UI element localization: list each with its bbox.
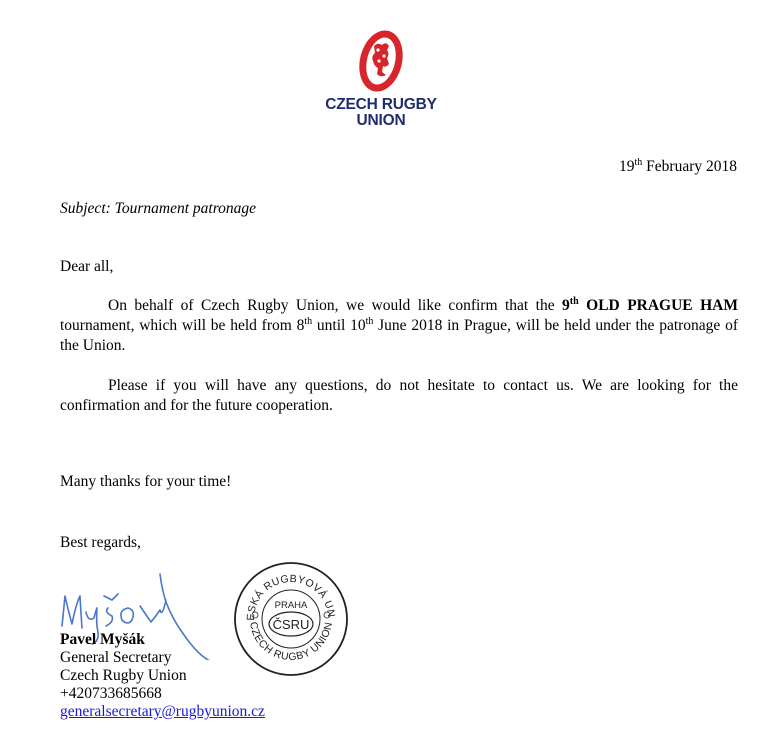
signatory-title: General Secretary: [60, 649, 172, 666]
event-ordinal: 9: [562, 297, 570, 314]
closing-line: Best regards,: [60, 534, 141, 551]
stamp-city: PRAHA: [274, 600, 308, 611]
stamp-bottom-text: CZECH RUGBY UNION: [247, 620, 335, 664]
signatory-organization: Czech Rugby Union: [60, 667, 187, 684]
rugby-ball-lion-icon: [356, 28, 406, 94]
signatory-phone: +420733685668: [60, 685, 162, 702]
union-logo: [318, 28, 444, 129]
end-day: 10: [350, 317, 366, 334]
para1-text-a: On behalf of Czech Rugby Union, we would like confirm that the: [108, 297, 563, 314]
thanks-line: Many thanks for your time!: [60, 473, 232, 490]
para1-text-c: until: [312, 317, 351, 334]
date-month-year: February 2018: [642, 158, 737, 175]
official-stamp: [232, 560, 350, 683]
paragraph-patronage: [60, 296, 738, 356]
signatory-email-link[interactable]: generalsecretary@rugbyunion.cz: [60, 703, 265, 720]
start-day-suffix: th: [304, 315, 313, 327]
start-day: 8: [296, 317, 305, 334]
event-ordinal-suffix: th: [569, 295, 579, 307]
letter-date: [619, 158, 737, 176]
stamp-top-text: ESKÁ RUGBYOVÁ UN: [244, 572, 338, 621]
para1-text-b: tournament, which will be held from: [60, 317, 297, 334]
para2-text: Please if you will have any questions, do not hesitate to contact us. We are looking for the confirmation and for the future cooperation.: [60, 377, 738, 414]
salutation: Dear all,: [60, 258, 114, 275]
end-day-suffix: th: [365, 315, 374, 327]
event-name: OLD PRAGUE HAM: [578, 297, 738, 314]
stamp-center-text: ČSRU: [272, 617, 310, 632]
date-day: 19: [619, 158, 635, 175]
paragraph-questions: [60, 376, 738, 416]
date-suffix: th: [634, 156, 643, 168]
logo-text-line2: UNION: [356, 112, 406, 129]
signatory-name: Pavel Myšák: [60, 631, 145, 648]
para1-text-d: June 2018 in Prague, will be held under the patronage of the Union.: [60, 317, 739, 354]
logo-text-line1: CZECH RUGBY: [325, 96, 437, 113]
subject-line: Subject: Tournament patronage: [60, 200, 257, 217]
